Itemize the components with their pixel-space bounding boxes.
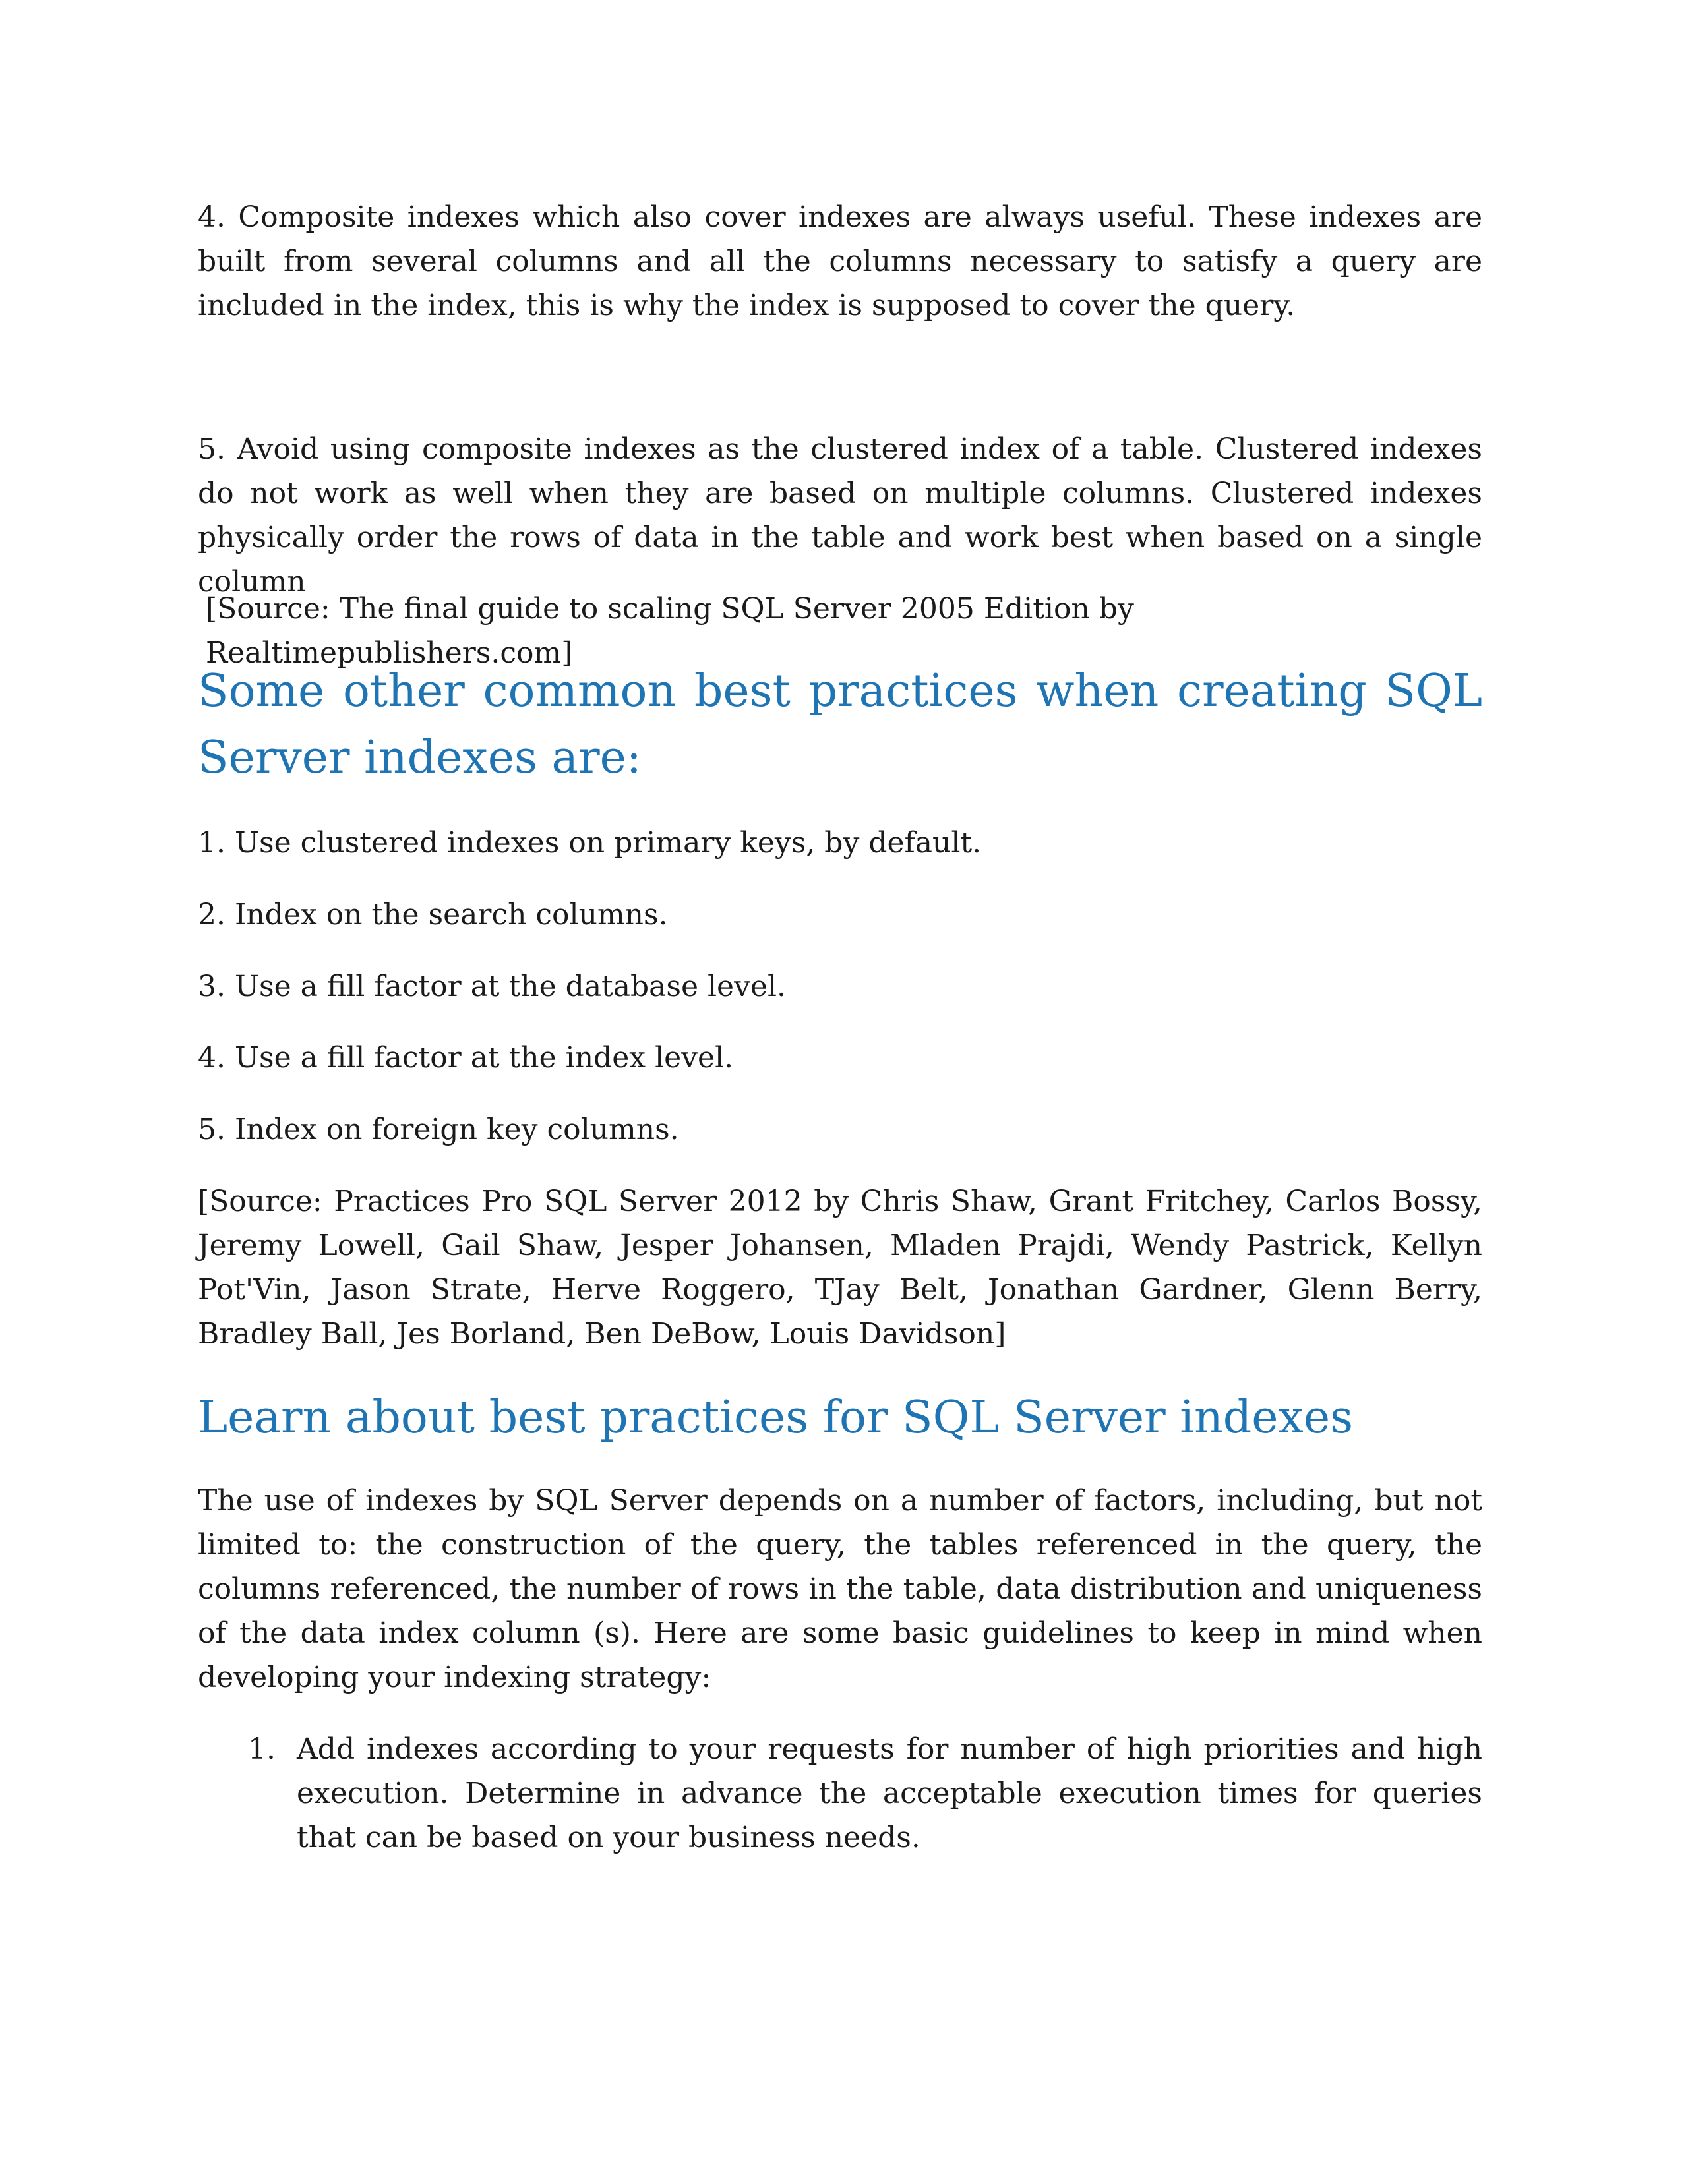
list-item: 4. Use a fill factor at the index level.	[198, 1041, 734, 1075]
list-item: 5. Index on foreign key columns.	[198, 1113, 679, 1146]
list-item: 1. Use clustered indexes on primary keys, by default.	[198, 826, 982, 860]
source-citation-1: [Source: The final guide to scaling SQL Server 2005 Edition by Realtimepublishers.com]	[206, 592, 1134, 670]
list-item-number: 1.	[248, 1732, 276, 1766]
section-heading-best-practices: Some other common best practices when creating SQL Server indexes are:	[198, 665, 1482, 784]
source-citation-2: [Source: Practices Pro SQL Server 2012 by Chris Shaw, Grant Fritchey, Carlos Bossy, Jeremy Lowell, Gail Shaw, Jesper Johansen, Mladen Prajdi, Wendy Pastrick, Kellyn Pot'Vin, Jason Strate, Herve Roggero, TJay Belt, Jonathan Gardner, Glenn Berry, Bradley Ball, Jes Borland, Ben DeBow, Louis Davidson]	[198, 1185, 1482, 1351]
list-item-text: Add indexes according to your requests for number of high priorities and high execution. Determine in advance the acceptable execution times for queries that can be based on your business needs.	[297, 1732, 1482, 1854]
section-heading-learn-best-practices: Learn about best practices for SQL Server indexes	[198, 1392, 1354, 1444]
paragraph-composite-indexes: 4. Composite indexes which also cover indexes are always useful. These indexes are built from several columns and all the columns necessary to satisfy a query are included in the index, this is why the index is supposed to cover the query.	[198, 200, 1482, 322]
paragraph-avoid-composite-clustered: 5. Avoid using composite indexes as the clustered index of a table. Clustered indexes do not work as well when they are based on multiple columns. Clustered indexes physically order the rows of data in the table and work best when based on a single column	[198, 432, 1482, 599]
list-item: 3. Use a fill factor at the database level.	[198, 970, 787, 1003]
paragraph-index-usage-intro: The use of indexes by SQL Server depends on a number of factors, including, but not limited to: the construction of the query, the tables referenced in the query, the columns referenced, the number of rows in the table, data distribution and uniqueness of the data index column (s). Here are some basic guidelines to keep in mind when developing your indexing strategy:	[198, 1484, 1482, 1694]
list-item: 2. Index on the search columns.	[198, 898, 668, 931]
